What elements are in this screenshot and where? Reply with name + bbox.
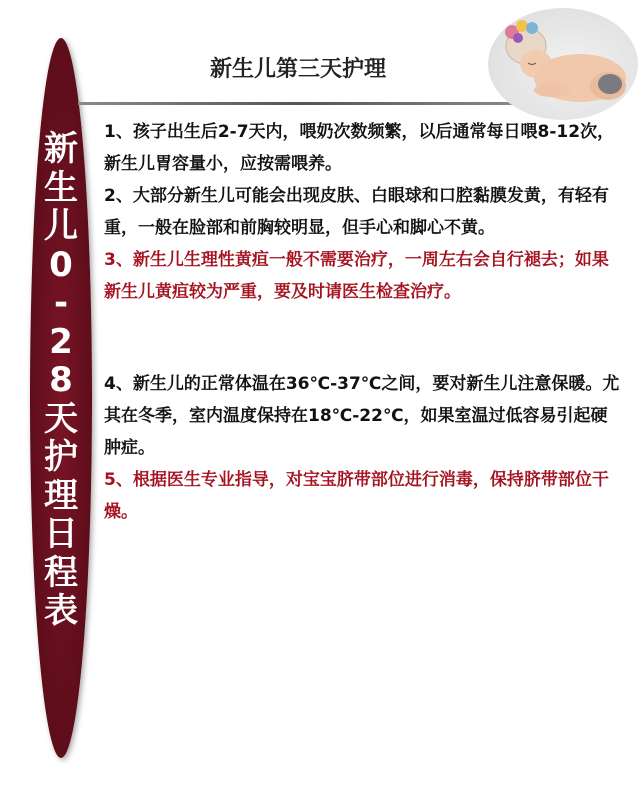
spacer: [104, 308, 624, 368]
side-title-char: 8: [49, 360, 73, 400]
baby-illustration: [488, 8, 638, 120]
side-title-char: -: [53, 283, 69, 323]
list-item: 4、新生儿的正常体温在36℃-37℃之间，要对新生儿注意保暖。尤其在冬季，室内温度保持在18℃-22℃，如果室温过低容易引起硬肿症。: [104, 374, 620, 458]
side-title: [30, 130, 92, 631]
list-item: 2、大部分新生儿可能会出现皮肤、白眼球和口腔黏膜发黄，有轻有重，一般在脸部和前胸较明显，但手心和脚心不黄。: [104, 186, 609, 238]
side-title-char: 新: [44, 129, 78, 169]
side-title-char: 护: [44, 437, 78, 477]
side-title-char: 2: [49, 321, 73, 362]
page-title: 新生儿第三天护理: [209, 57, 386, 82]
side-title-char: 0: [49, 244, 73, 285]
list-item-highlight: 5、根据医生专业指导，对宝宝脐带部位进行消毒，保持脐带部位干燥。: [104, 470, 609, 522]
side-title-char: 表: [44, 591, 78, 631]
side-title-char: 天: [44, 398, 78, 439]
side-title-char: 日: [44, 514, 78, 554]
title-divider: [78, 102, 522, 105]
care-list: [104, 116, 624, 528]
side-title-char: 程: [44, 552, 78, 593]
side-title-char: 理: [44, 475, 78, 516]
side-title-char: 生: [44, 167, 78, 208]
sleeping-baby-photo: [488, 8, 638, 120]
side-title-char: 儿: [44, 206, 78, 246]
list-item: 1、孩子出生后2-7天内，喂奶次数频繁，以后通常每日喂8-12次，新生儿胃容量小，应按需喂养。: [104, 122, 615, 174]
list-item-highlight: 3、新生儿生理性黄疸一般不需要治疗，一周左右会自行褪去；如果新生儿黄疸较为严重，要及时请医生检查治疗。: [104, 250, 609, 302]
